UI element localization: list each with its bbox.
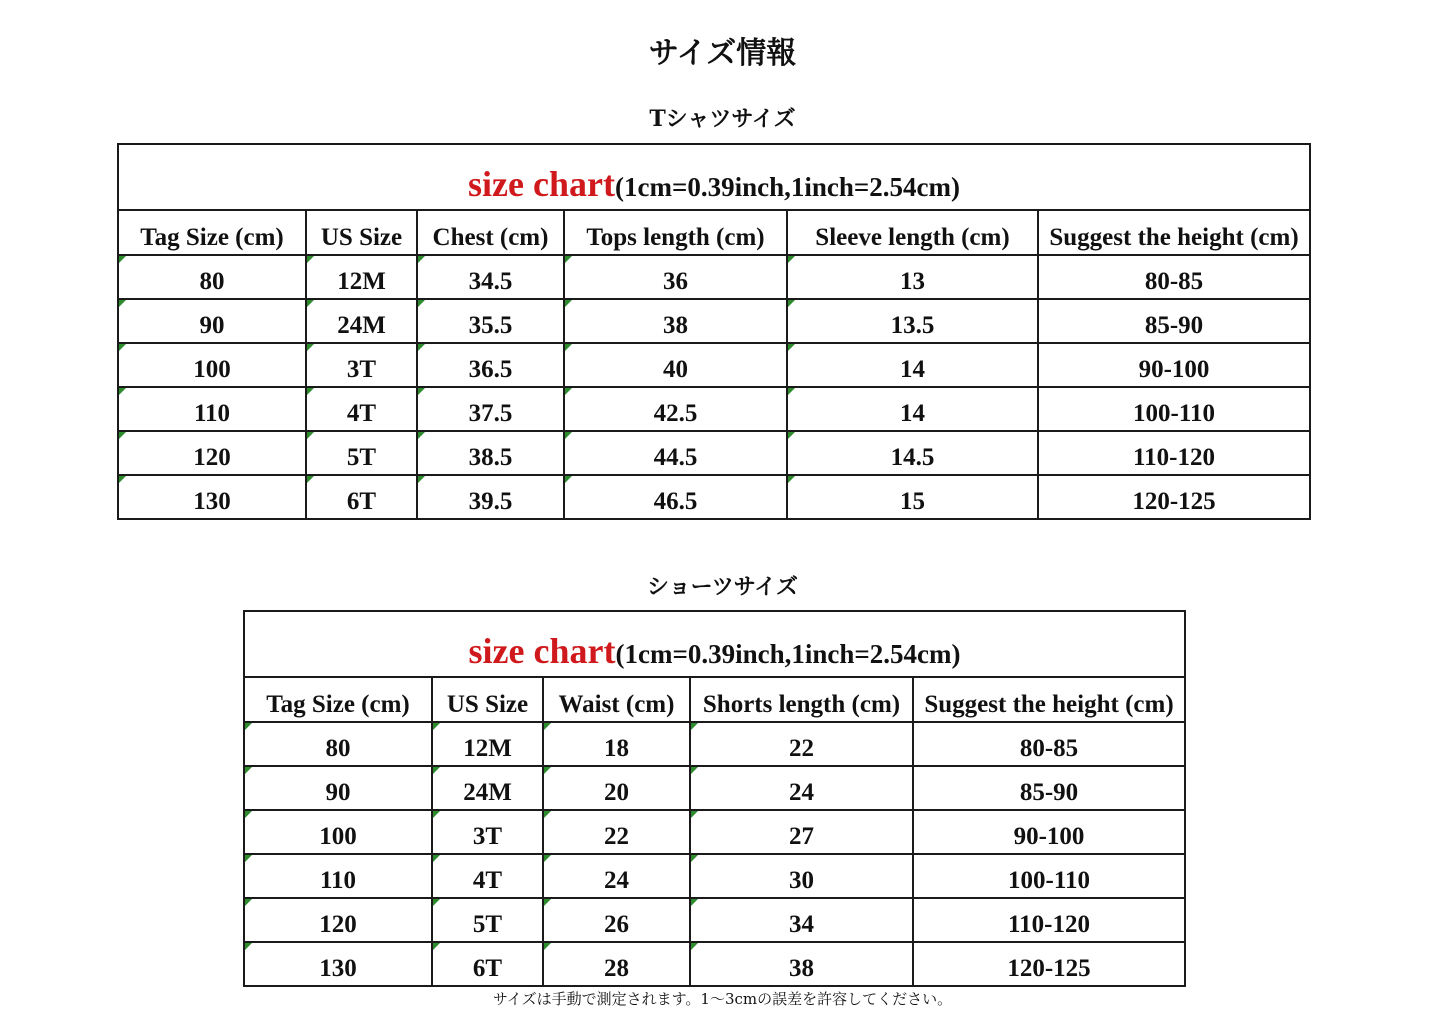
header-chest: Chest (cm)	[417, 210, 564, 255]
table-row	[244, 766, 1185, 810]
tshirt-section-title: Tシャツサイズ	[649, 106, 796, 132]
table-cell: 3T	[306, 343, 417, 387]
header-suggest-height: Suggest the height (cm)	[913, 677, 1185, 722]
table-cell: 85-90	[913, 766, 1185, 810]
table-cell: 44.5	[564, 431, 787, 475]
table-cell: 13.5	[787, 299, 1038, 343]
table-row	[244, 810, 1185, 854]
table-cell: 80	[244, 722, 432, 766]
tshirt-size-table	[117, 143, 1311, 520]
table-cell: 120	[118, 431, 306, 475]
header-tops-length: Tops length (cm)	[564, 210, 787, 255]
tshirt-header-row	[118, 210, 1310, 255]
table-cell: 13	[787, 255, 1038, 299]
table-cell: 15	[787, 475, 1038, 519]
shorts-section-title: ショーツサイズ	[647, 574, 798, 600]
table-row	[118, 299, 1310, 343]
table-cell: 28	[543, 942, 690, 986]
table-cell: 3T	[432, 810, 543, 854]
measurement-footnote: サイズは手動で測定されます。1〜3cmの誤差を許容してください。	[492, 990, 953, 1008]
table-cell: 26	[543, 898, 690, 942]
table-cell: 30	[690, 854, 913, 898]
header-tag-size: Tag Size (cm)	[118, 210, 306, 255]
shorts-header-row	[244, 677, 1185, 722]
table-cell: 42.5	[564, 387, 787, 431]
table-cell: 12M	[432, 722, 543, 766]
table-cell: 37.5	[417, 387, 564, 431]
table-cell: 6T	[306, 475, 417, 519]
header-us-size: US Size	[432, 677, 543, 722]
table-row	[244, 942, 1185, 986]
table-row	[118, 387, 1310, 431]
shorts-size-table	[243, 610, 1186, 987]
table-cell: 120-125	[1038, 475, 1310, 519]
table-cell: 24M	[432, 766, 543, 810]
table-cell: 4T	[306, 387, 417, 431]
header-suggest-height: Suggest the height (cm)	[1038, 210, 1310, 255]
table-cell: 14	[787, 387, 1038, 431]
table-cell: 100-110	[1038, 387, 1310, 431]
table-cell: 120	[244, 898, 432, 942]
table-cell: 18	[543, 722, 690, 766]
table-cell: 24	[690, 766, 913, 810]
unit-conversion-note: (1cm=0.39inch,1inch=2.54cm)	[614, 172, 960, 202]
table-row	[118, 255, 1310, 299]
table-cell: 22	[690, 722, 913, 766]
size-chart-label: size chart	[468, 164, 615, 204]
table-cell: 90-100	[913, 810, 1185, 854]
table-cell: 4T	[432, 854, 543, 898]
table-cell: 20	[543, 766, 690, 810]
table-cell: 110	[244, 854, 432, 898]
shorts-banner	[244, 611, 1185, 677]
table-cell: 36	[564, 255, 787, 299]
table-cell: 110-120	[913, 898, 1185, 942]
page-title: サイズ情報	[648, 36, 797, 71]
table-cell: 120-125	[913, 942, 1185, 986]
table-cell: 22	[543, 810, 690, 854]
table-cell: 39.5	[417, 475, 564, 519]
table-row	[244, 722, 1185, 766]
table-cell: 90-100	[1038, 343, 1310, 387]
table-cell: 5T	[432, 898, 543, 942]
header-tag-size: Tag Size (cm)	[244, 677, 432, 722]
table-cell: 34	[690, 898, 913, 942]
table-cell: 35.5	[417, 299, 564, 343]
table-cell: 80-85	[913, 722, 1185, 766]
table-row	[118, 431, 1310, 475]
table-cell: 85-90	[1038, 299, 1310, 343]
table-cell: 5T	[306, 431, 417, 475]
table-cell: 14.5	[787, 431, 1038, 475]
table-cell: 80	[118, 255, 306, 299]
table-cell: 24M	[306, 299, 417, 343]
table-row	[244, 898, 1185, 942]
size-chart-label: size chart	[468, 631, 616, 671]
table-cell: 38	[690, 942, 913, 986]
table-row	[244, 854, 1185, 898]
table-cell: 36.5	[417, 343, 564, 387]
table-cell: 27	[690, 810, 913, 854]
table-cell: 130	[118, 475, 306, 519]
header-sleeve-length: Sleeve length (cm)	[787, 210, 1038, 255]
table-cell: 100	[118, 343, 306, 387]
table-cell: 24	[543, 854, 690, 898]
tshirt-banner	[118, 144, 1310, 210]
table-cell: 38.5	[417, 431, 564, 475]
table-cell: 100-110	[913, 854, 1185, 898]
table-cell: 90	[244, 766, 432, 810]
table-cell: 100	[244, 810, 432, 854]
header-shorts-length: Shorts length (cm)	[690, 677, 913, 722]
table-cell: 34.5	[417, 255, 564, 299]
table-cell: 46.5	[564, 475, 787, 519]
table-cell: 110	[118, 387, 306, 431]
table-cell: 38	[564, 299, 787, 343]
table-cell: 40	[564, 343, 787, 387]
table-cell: 12M	[306, 255, 417, 299]
header-waist: Waist (cm)	[543, 677, 690, 722]
table-cell: 14	[787, 343, 1038, 387]
unit-conversion-note: (1cm=0.39inch,1inch=2.54cm)	[615, 639, 961, 669]
table-cell: 90	[118, 299, 306, 343]
table-cell: 110-120	[1038, 431, 1310, 475]
table-row	[118, 475, 1310, 519]
table-cell: 80-85	[1038, 255, 1310, 299]
table-row	[118, 343, 1310, 387]
table-cell: 130	[244, 942, 432, 986]
table-cell: 6T	[432, 942, 543, 986]
tshirt-banner-row	[118, 144, 1310, 210]
header-us-size: US Size	[306, 210, 417, 255]
shorts-banner-row	[244, 611, 1185, 677]
